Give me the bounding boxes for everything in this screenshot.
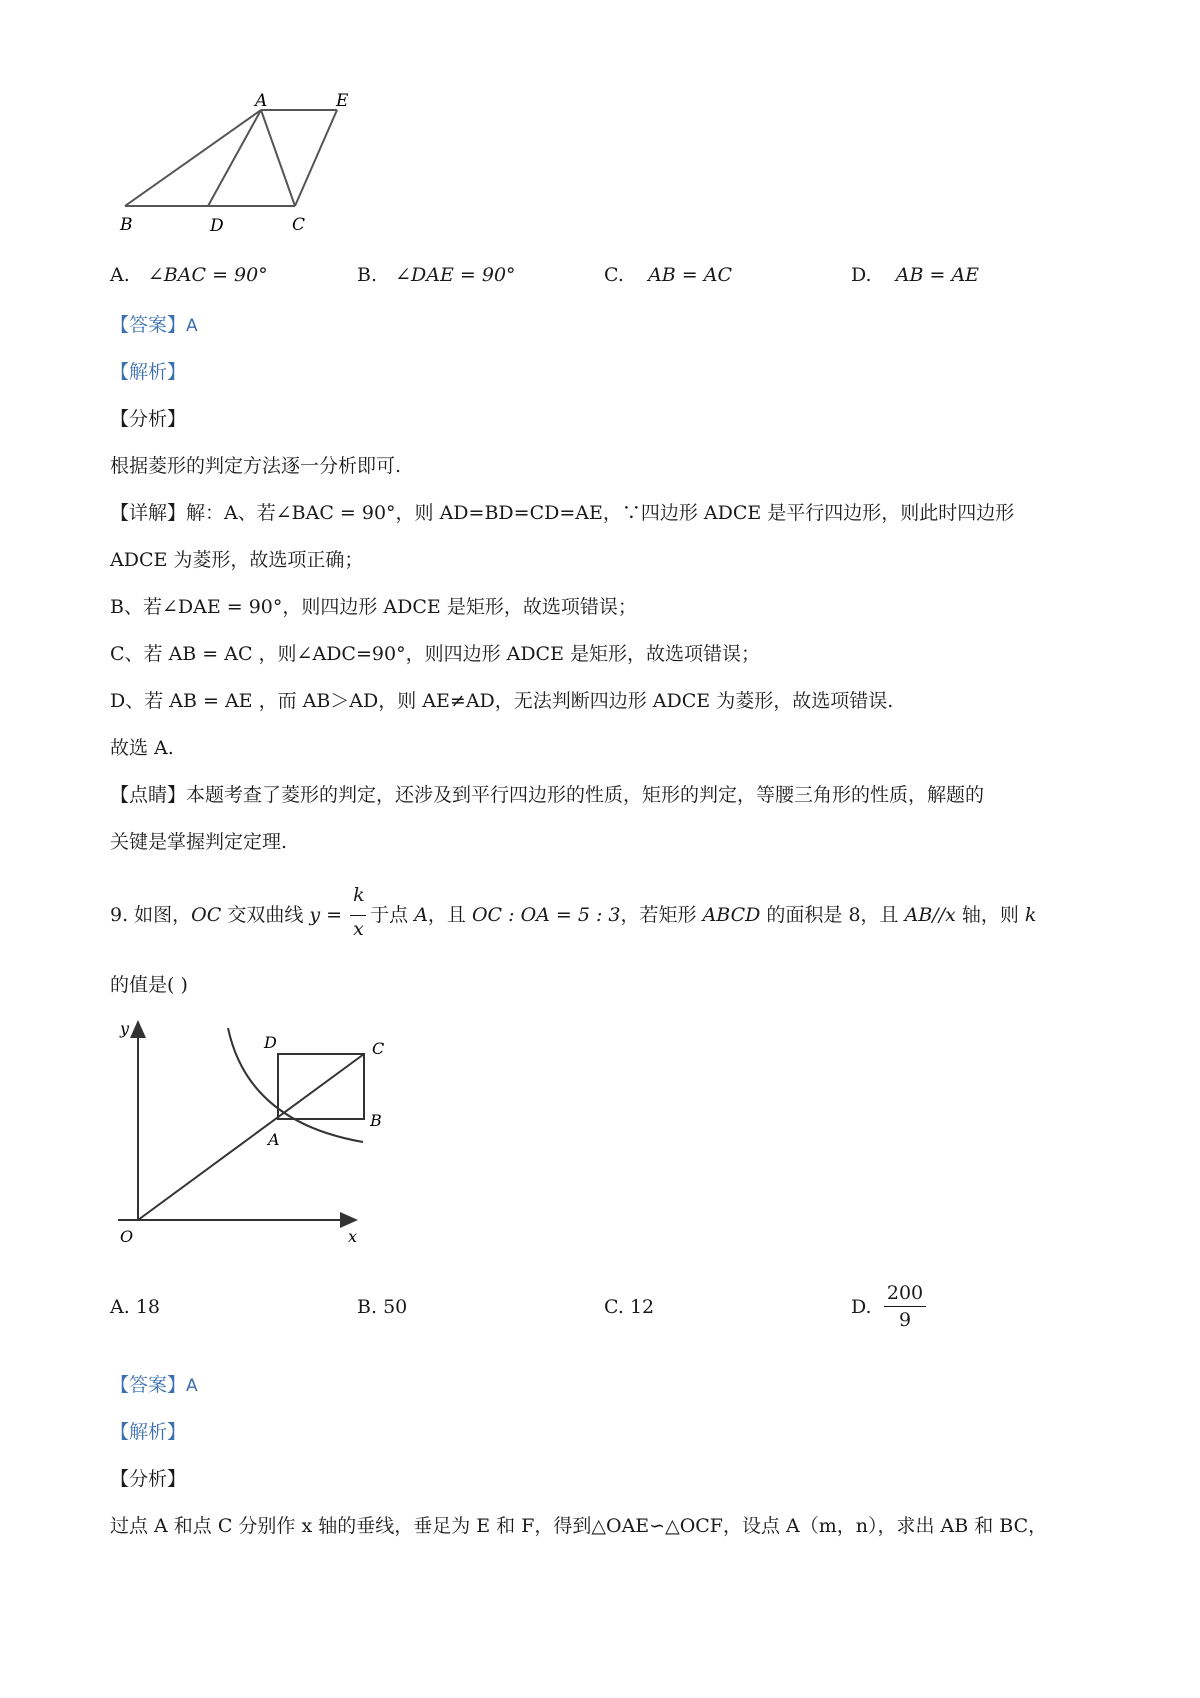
stem-text: 轴，则: [955, 904, 1025, 926]
q9-stem-line-2: 的值是( ): [110, 974, 188, 996]
q9-fenxi-tag: 【分析】: [110, 1468, 187, 1490]
stem-math: A: [414, 904, 428, 926]
q9-option-a: [110, 1296, 160, 1318]
q9-option-d-fraction: [884, 1282, 926, 1331]
q8-detail-line-4: C、若 AB = AC ，则∠ADC=90°，则四边形 ADCE 是矩形，故选项错误；: [110, 643, 761, 665]
stem-math: k: [1024, 904, 1037, 926]
option-expr: ∠DAE = 90°: [395, 264, 516, 286]
stem-text: ，若矩形: [620, 904, 703, 926]
option-letter: B.: [357, 1296, 378, 1318]
option-value: 12: [629, 1296, 655, 1318]
q8-fenxi-tag: 【分析】: [110, 408, 187, 430]
option-letter: D.: [851, 1296, 872, 1318]
stem-math: ABCD: [702, 904, 761, 926]
stem-text: 9. 如图，: [110, 904, 192, 926]
q9-option-d: [851, 1296, 872, 1318]
q9-option-c: [604, 1296, 654, 1318]
option-letter: A.: [110, 1296, 130, 1318]
q9-label-o: O: [120, 1227, 134, 1246]
q8-option-c: [604, 264, 732, 286]
q8-option-b: [357, 264, 516, 286]
q9-label-b: B: [370, 1111, 382, 1130]
option-letter: C.: [604, 1296, 624, 1318]
q8-label-d: D: [210, 216, 224, 236]
fraction-numerator: 200: [886, 1282, 924, 1304]
q8-label-b: B: [120, 215, 133, 235]
answer-value: A: [186, 1376, 198, 1396]
stem-math: OC : OA = 5 : 3: [471, 904, 621, 926]
q9-label-a: A: [268, 1130, 280, 1149]
q8-option-a: [110, 264, 268, 286]
answer-tag: 【答案】: [110, 1374, 187, 1396]
q8-detail-line-5: D、若 AB = AE ，而 AB＞AD，则 AE≠AD，无法判断四边形 ADCE 为菱形，故选项错误.: [110, 690, 894, 712]
fraction-numerator: k: [353, 884, 365, 906]
option-value: 18: [135, 1296, 160, 1318]
option-letter: C.: [604, 264, 624, 286]
q8-dianjing-line-2: 关键是掌握判定定理.: [110, 831, 288, 853]
q8-label-c: C: [292, 215, 306, 235]
q8-fenxi-text: 根据菱形的判定方法逐一分析即可.: [110, 455, 402, 477]
stem-text: 于点: [370, 904, 415, 926]
option-letter: A.: [110, 264, 130, 286]
option-expr: AB = AE: [895, 264, 980, 286]
answer-tag: 【答案】: [110, 314, 187, 336]
option-value: 50: [383, 1296, 408, 1318]
q9-label-x: x: [348, 1227, 358, 1246]
q9-label-d: D: [264, 1033, 277, 1052]
fraction-bar: [884, 1306, 926, 1307]
q8-dianjing-line-1: 【点睛】本题考查了菱形的判定，还涉及到平行四边形的性质，矩形的判定，等腰三角形的性质，解题的: [110, 784, 985, 806]
q9-figure: [108, 1010, 385, 1250]
option-expr: AB = AC: [648, 264, 733, 286]
q8-label-a: A: [255, 91, 268, 111]
q8-detail-line-1: 【详解】解：A、若∠BAC = 90°，则 AD=BD=CD=AE，∵四边形 ADCE 是平行四边形，则此时四边形: [110, 502, 1015, 524]
q8-answer: [110, 310, 198, 337]
option-letter: D.: [851, 264, 872, 286]
q9-answer: [110, 1370, 198, 1397]
q8-detail-line-2: ADCE 为菱形，故选项正确；: [110, 549, 364, 571]
q8-conclusion: 故选 A.: [110, 737, 174, 759]
stem-fraction: [348, 884, 370, 940]
stem-text: ，且: [427, 904, 472, 926]
q8-figure: [110, 88, 370, 248]
q9-fenxi-text: 过点 A 和点 C 分别作 x 轴的垂线，垂足为 E 和 F，得到△OAE∽△OCF，设点 A（m，n），求出 AB 和 BC，: [110, 1515, 1048, 1537]
q9-stem: [110, 884, 1037, 940]
option-expr: ∠BAC = 90°: [147, 264, 268, 286]
q9-label-c: C: [372, 1039, 385, 1058]
q8-label-e: E: [336, 91, 349, 111]
q8-detail-line-3: B、若∠DAE = 90°，则四边形 ADCE 是矩形，故选项错误；: [110, 596, 637, 618]
stem-math: AB//x: [904, 904, 956, 926]
stem-math: OC: [191, 904, 222, 926]
fraction-denominator: 9: [898, 1309, 912, 1331]
fraction-denominator: x: [353, 918, 364, 940]
q8-jiexi-tag: 【解析】: [110, 361, 187, 383]
q9-option-b: [357, 1296, 407, 1318]
option-letter: B.: [357, 264, 378, 286]
q9-label-y: y: [120, 1019, 130, 1038]
q8-option-d: [851, 264, 979, 286]
stem-text: 的面积是 8，且: [760, 904, 905, 926]
q9-jiexi-tag: 【解析】: [110, 1421, 187, 1443]
stem-text: 交双曲线: [221, 904, 310, 926]
fraction-bar: [350, 915, 366, 916]
answer-value: A: [186, 316, 198, 336]
stem-math: y =: [309, 904, 343, 926]
